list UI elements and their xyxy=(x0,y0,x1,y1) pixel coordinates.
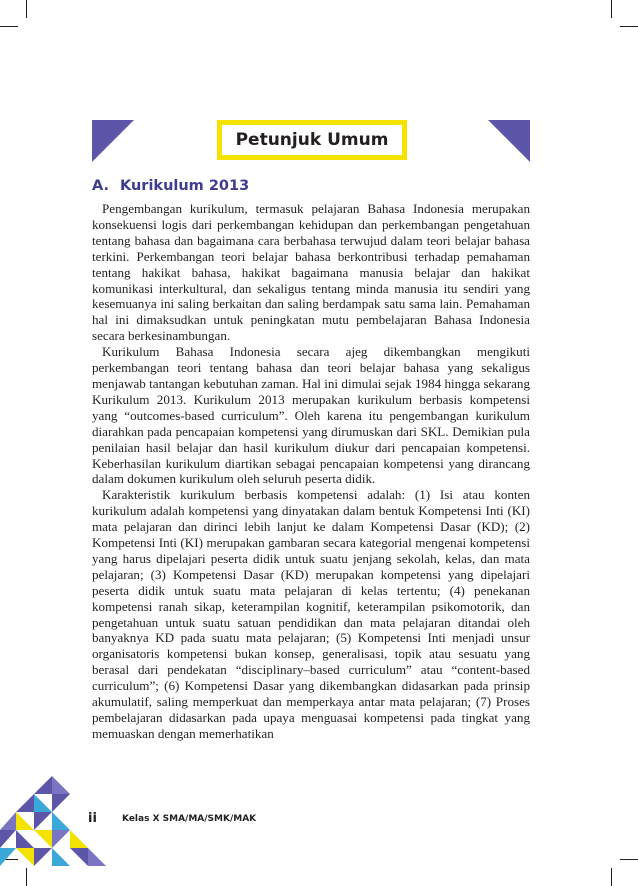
crop-mark xyxy=(0,26,18,27)
crop-mark xyxy=(620,859,638,860)
decor-triangle-right xyxy=(488,120,530,162)
title-banner xyxy=(217,120,407,160)
section-heading xyxy=(92,178,249,194)
section-number: A. xyxy=(92,178,109,194)
book-title: Kelas X SMA/MA/SMK/MAK xyxy=(122,814,257,824)
crop-mark xyxy=(611,868,612,886)
body-text xyxy=(92,201,530,742)
crop-mark xyxy=(611,0,612,18)
decor-triangle-left xyxy=(92,120,134,162)
paragraph: Karakteristik kurikulum berbasis kompetensi adalah: (1) Isi atau konten kurikulum adalah kompetensi yang dinyatakan dalam bentuk Kompetensi Inti (KI) mata pelajaran dan dirinci lebih lanjut ke dalam Kompetensi Dasar (KD); (2) Kompetensi Inti (KI) merupakan gambaran secara kategorial mengenai kompetensi yang harus dipelajari peserta didik untuk suatu jenjang sekolah, kelas, dan mata pelajaran; (3) Kompetensi Dasar (KD) merupakan kompetensi yang dipelajari peserta didik untuk suatu mata pelajaran di kelas tertentu; (4) penekanan kompetensi ranah sikap, keterampilan kognitif, keterampilan psikomotorik, dan pengetahuan untuk suatu satuan pendidikan dan mata pelajaran ditandai oleh banyaknya KD pada suatu mata pelajaran; (5) Kompetensi Inti menjadi unsur organisatoris kompetensi bukan konsep, generalisasi, topik atau sesuatu yang berasal dari pendekatan “disciplinary–based curriculum” atau “content-based curriculum”; (6) Kompetensi Dasar yang dikembangkan didasarkan pada prinsip akumulatif, saling memperkuat dan memperkaya antar mata pelajaran; (7) Proses pembelajaran didasarkan pada upaya menguasai kompetensi pada tingkat yang memuaskan dengan memerhatikan xyxy=(92,487,530,741)
crop-mark xyxy=(26,0,27,18)
crop-mark xyxy=(26,868,27,886)
section-title: Kurikulum 2013 xyxy=(120,178,250,194)
paragraph: Kurikulum Bahasa Indonesia secara ajeg dikembangkan mengikuti perkembangan teori tentang bahasa dan teori belajar bahasa yang sekaligus menjawab tantangan kebutuhan zaman. Hal ini dimulai sejak 1984 hingga sekarang Kurikulum 2013. Kurikulum 2013 merupakan kurikulum berbasis kompetensi yang “outcomes-based curriculum”. Oleh karena itu pengembangan kurikulum diarahkan pada pencapaian kompetensi yang dirumuskan dari SKL. Demikian pula penilaian hasil belajar dan hasil kurikulum diukur dari pencapaian kompetensi. Keberhasilan kurikulum diartikan sebagai pencapaian kompetensi yang dirancang dalam dokumen kurikulum oleh seluruh peserta didik. xyxy=(92,344,530,487)
paragraph: Pengembangan kurikulum, termasuk pelajaran Bahasa Indonesia merupakan konsekuensi logis dari perkembangan kehidupan dan perkembangan pengetahuan tentang bahasa dan bagaimana cara berbahasa terwujud dalam teori belajar bahasa terkini. Perkembangan teori belajar bahasa berkontribusi terhadap pemahaman tentang hakikat bahasa, hakikat bagaimana manusia belajar dan hakikat komunikasi interkultural, dan sekaligus tentang minda manusia itu sendiri yang kesemuanya ini saling berkaitan dan saling berdampak satu sama lain. Pemahaman hal ini dimaksudkan untuk peningkatan mutu pembelajaran Bahasa Indonesia secara berkesinambungan. xyxy=(92,201,530,344)
crop-mark xyxy=(620,26,638,27)
page-title: Petunjuk Umum xyxy=(222,125,402,155)
page-number: ii xyxy=(88,811,97,826)
